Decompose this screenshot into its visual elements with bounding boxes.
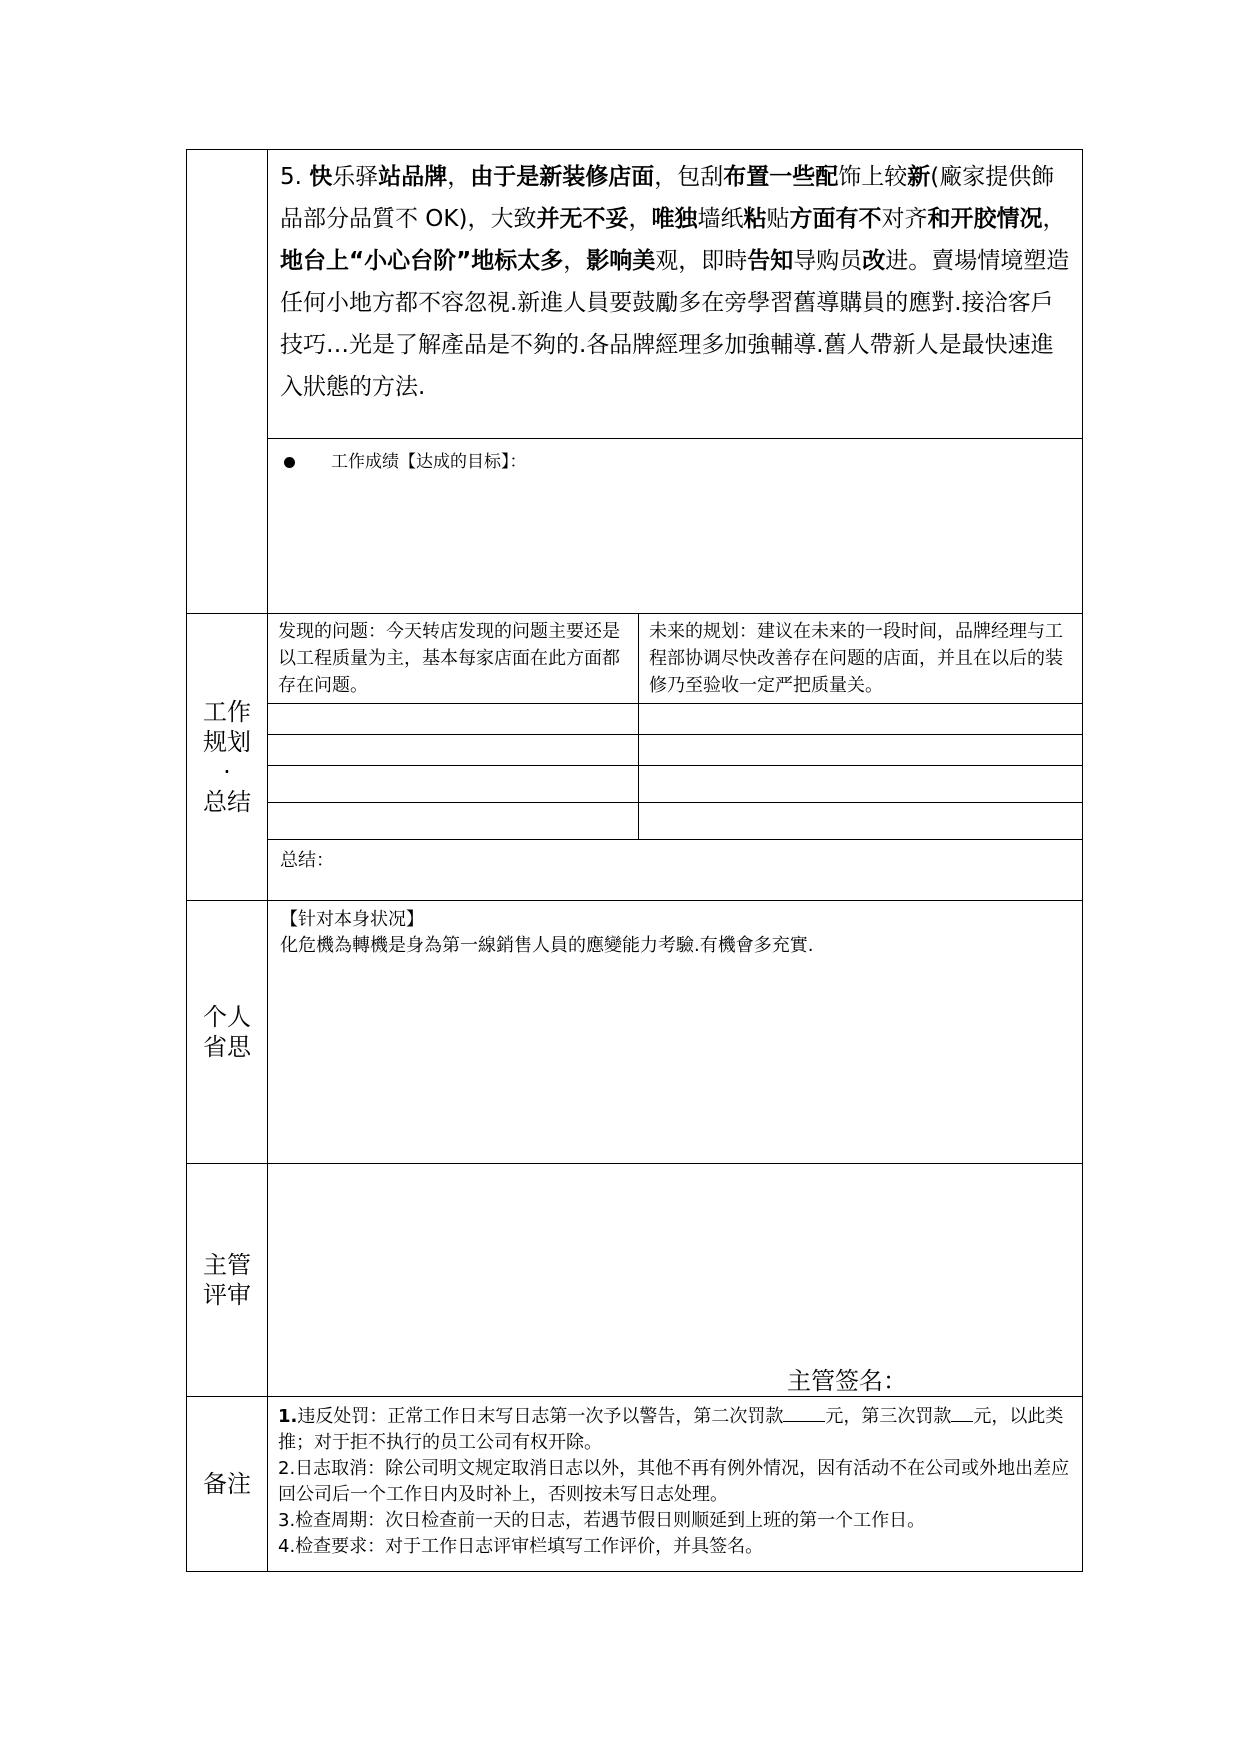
item5-text-segment: ， xyxy=(447,164,471,190)
item5-text-segment: 贴 xyxy=(766,206,790,232)
reflection-label: 个人 省思 xyxy=(187,901,268,1164)
item5-text-segment: ， xyxy=(1042,206,1066,232)
problems-text: 发现的问题：今天转店发现的问题主要还是以工程质量为主，基本每家店面在此方面都存在问题。 xyxy=(278,621,620,696)
plan-empty-cell xyxy=(268,704,639,735)
summary-cell xyxy=(268,840,1083,901)
work-log-form xyxy=(186,149,1083,1572)
plan-empty-cell xyxy=(268,735,639,766)
item5-text-segment: 和开胶情况 xyxy=(927,206,1043,232)
note-1: 1.违反处罚：正常工作日末写日志第一次予以警告，第二次罚款 元，第三次罚款 元，以此类推；对于拒不执行的员工公司有权开除。 xyxy=(278,1403,1072,1456)
problems-cell xyxy=(268,614,639,704)
item5-text-segment: 乐驿 xyxy=(332,164,379,190)
future-text: 未来的规划：建议在未来的一段时间，品牌经理与工程部协调尽快改善存在问题的店面，并且在以后的装修乃至验收一定严把质量关。 xyxy=(649,621,1063,696)
bullet-icon xyxy=(284,457,295,468)
item5-text-segment: ， xyxy=(563,248,587,274)
item5-text-segment: 对齐 xyxy=(881,206,928,232)
item5-text-segment: 观，即時 xyxy=(655,248,748,274)
item5-text-segment: 站品牌 xyxy=(378,164,448,190)
item5-text-segment: 改 xyxy=(862,248,886,274)
item5-text-segment: 影响美 xyxy=(586,248,656,274)
item5-text-segment: 墙纸 xyxy=(697,206,744,232)
notes-cell xyxy=(268,1397,1083,1572)
item5-text-segment: ， xyxy=(628,206,652,232)
achievement-label: 工作成绩【达成的目标】： xyxy=(331,452,527,472)
blank-label-cell xyxy=(187,150,268,614)
plan-summary-label: 工作 规划 · 总结 xyxy=(187,614,268,901)
fine-blank xyxy=(951,1403,973,1422)
plan-empty-cell xyxy=(639,735,1083,766)
reflection-text: 化危機為轉機是身為第一線銷售人員的應變能力考驗.有機會多充實. xyxy=(280,935,814,956)
plan-empty-cell xyxy=(268,766,639,803)
item5-text-segment: 粘 xyxy=(743,206,767,232)
item5-text-segment: 5. xyxy=(280,164,310,190)
plan-empty-cell xyxy=(639,704,1083,735)
item5-text-segment: 饰上较 xyxy=(838,164,908,190)
item5-text-segment: 唯独 xyxy=(651,206,698,232)
item5-text-segment: 由于是新装修店面 xyxy=(470,164,655,190)
notes-label: 备注 xyxy=(187,1397,268,1572)
future-cell xyxy=(639,614,1083,704)
achievement-cell xyxy=(268,439,1083,614)
plan-empty-cell xyxy=(268,803,639,840)
item5-text-segment: 进。 xyxy=(885,248,932,274)
review-label: 主管 评审 xyxy=(187,1164,268,1397)
item5-text-segment: 新 xyxy=(907,164,931,190)
item5-paragraph xyxy=(268,150,1082,438)
fine-blank xyxy=(783,1403,825,1422)
plan-empty-cell xyxy=(639,766,1083,803)
note-4: 4.检查要求：对于工作日志评审栏填写工作评价，并具签名。 xyxy=(278,1536,764,1557)
item5-text-segment: (廠家提供飾品部分品質不 OK)，大致 xyxy=(280,164,1055,232)
review-cell xyxy=(268,1164,1083,1397)
plan-empty-cell xyxy=(639,803,1083,840)
supervisor-signature-label: 主管签名： xyxy=(787,1367,907,1395)
item5-cell xyxy=(268,150,1083,439)
reflection-cell xyxy=(268,901,1083,1164)
item5-text-segment: 导购员 xyxy=(793,248,863,274)
summary-label: 总结： xyxy=(280,850,334,871)
item5-text-segment: 布置一些配 xyxy=(723,164,839,190)
note-3: 3.检查周期：次日检查前一天的日志，若遇节假日则顺延到上班的第一个工作日。 xyxy=(278,1510,926,1531)
item5-text-segment: ，包刮 xyxy=(654,164,724,190)
item5-text-segment: 地台上“小心台阶”地标太多 xyxy=(280,248,564,274)
item5-text-segment: 并无不妥 xyxy=(536,206,629,232)
item5-text-segment: 告知 xyxy=(747,248,794,274)
note-2: 2.日志取消：除公司明文规定取消日志以外，其他不再有例外情况，因有活动不在公司或外地出差应回公司后一个工作日内及时补上，否则按未写日志处理。 xyxy=(278,1458,1070,1505)
item5-text-segment: 方面有不 xyxy=(789,206,882,232)
item5-text-segment: 賣場情境塑造任何小地方都不容忽視.新進人員要鼓勵多在旁學習舊導購員的應對.接洽客戶技巧…光是了解產品是不夠的.各品牌經理多加強輔導.舊人帶新人是最快速進入狀態的方法. xyxy=(280,248,1070,400)
item5-text-segment: 快 xyxy=(309,164,333,190)
reflection-heading: 【针对本身状况】 xyxy=(280,909,424,930)
